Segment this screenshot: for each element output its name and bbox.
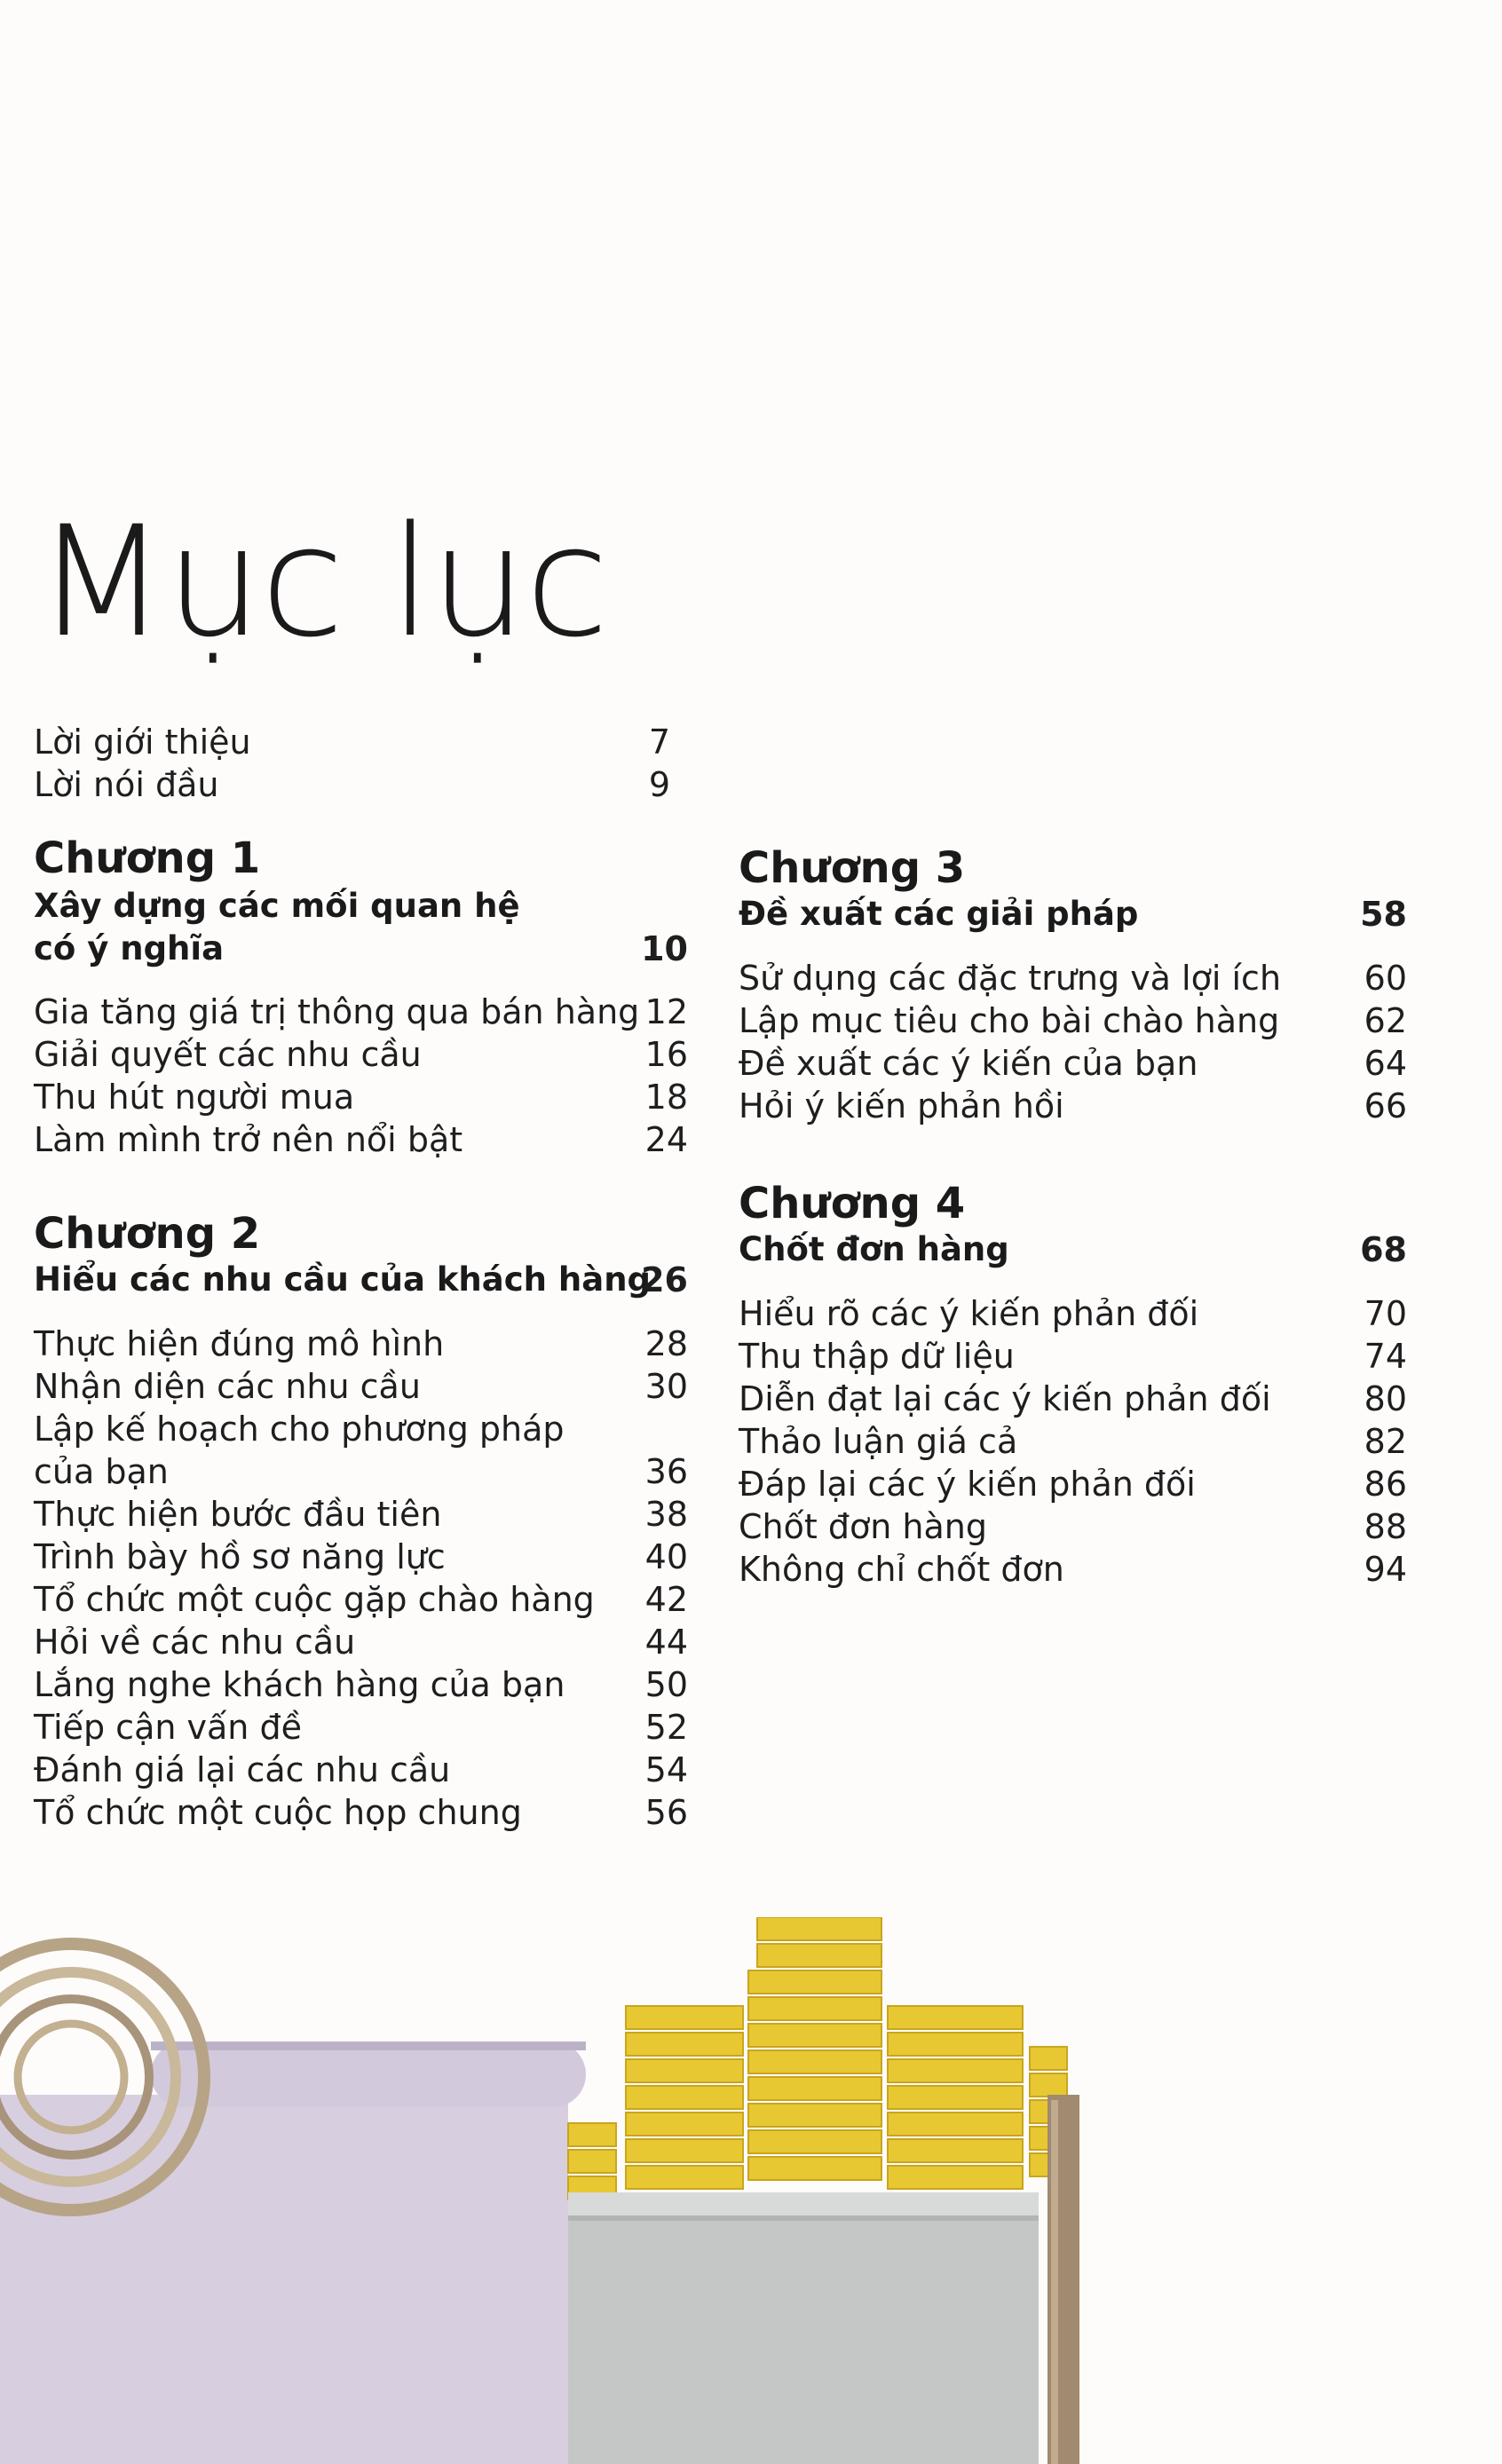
toc-page-number: 62 — [1364, 1001, 1407, 1040]
chapter-1-page-number: 10 — [641, 929, 688, 968]
chapter-1-title-line-2[interactable]: có ý nghĩa — [34, 929, 225, 967]
toc-page-number: 44 — [644, 1623, 688, 1662]
toc-page-number: 86 — [1364, 1465, 1407, 1504]
toc-entry[interactable]: Lập kế hoạch cho phương pháp — [34, 1410, 565, 1449]
toc-entry[interactable]: Lập mục tiêu cho bài chào hàng — [739, 1001, 1280, 1040]
toc-page-number: 12 — [644, 992, 688, 1031]
toc-entry[interactable]: Lắng nghe khách hàng của bạn — [34, 1665, 565, 1704]
chapter-1-heading: Chương 1 — [34, 833, 261, 883]
toc-entry[interactable]: Sử dụng các đặc trưng và lợi ích — [739, 959, 1282, 998]
toc-entry[interactable]: Tổ chức một cuộc gặp chào hàng — [34, 1580, 595, 1619]
chapter-4-heading: Chương 4 — [739, 1179, 966, 1228]
counter-top — [151, 2041, 586, 2107]
toc-page-number: 16 — [644, 1035, 688, 1074]
chapter-2-title[interactable]: Hiểu các nhu cầu của khách hàng — [34, 1260, 652, 1299]
toc-page-number: 24 — [644, 1120, 688, 1159]
toc-page-number: 80 — [1364, 1379, 1407, 1418]
toc-page-number: 60 — [1364, 959, 1407, 998]
toc-entry[interactable]: Thu thập dữ liệu — [739, 1337, 1015, 1376]
toc-entry[interactable]: Diễn đạt lại các ý kiến phản đối — [739, 1379, 1271, 1418]
toc-entry[interactable]: Gia tăng giá trị thông qua bán hàng — [34, 992, 640, 1031]
drawer — [568, 2192, 1039, 2464]
toc-entry-continued[interactable]: của bạn — [34, 1452, 169, 1491]
coins-illustration — [0, 1917, 1502, 2464]
toc-entry[interactable]: Hỏi về các nhu cầu — [34, 1623, 356, 1662]
toc-page-number: 66 — [1364, 1086, 1407, 1125]
toc-entry[interactable]: Thảo luận giá cả — [739, 1422, 1018, 1461]
toc-entry[interactable]: Thu hút người mua — [34, 1078, 355, 1117]
toc-entry[interactable]: Làm mình trở nên nổi bật — [34, 1120, 463, 1159]
toc-entry[interactable]: Trình bày hồ sơ năng lực — [34, 1537, 446, 1576]
toc-page-number: 82 — [1364, 1422, 1407, 1461]
toc-entry[interactable]: Giải quyết các nhu cầu — [34, 1035, 422, 1074]
toc-entry-intro[interactable]: Lời giới thiệu — [34, 723, 251, 762]
chapter-1-title-line-1[interactable]: Xây dựng các mối quan hệ — [34, 887, 520, 925]
chapter-4-page-number: 68 — [1360, 1230, 1407, 1269]
chapter-4-title[interactable]: Chốt đơn hàng — [739, 1230, 1009, 1268]
toc-page-number: 88 — [1364, 1507, 1407, 1546]
toc-page-number: 42 — [644, 1580, 688, 1619]
chapter-2-heading: Chương 2 — [34, 1209, 261, 1259]
toc-page-number: 30 — [644, 1367, 688, 1406]
toc-entry[interactable]: Nhận diện các nhu cầu — [34, 1367, 421, 1406]
toc-entry-preface[interactable]: Lời nói đầu — [34, 765, 219, 804]
toc-page-number: 56 — [644, 1793, 688, 1832]
toc-entry[interactable]: Đề xuất các ý kiến của bạn — [739, 1044, 1198, 1083]
toc-entry[interactable]: Chốt đơn hàng — [739, 1507, 987, 1546]
chapter-3-heading: Chương 3 — [739, 843, 966, 893]
coin-stacks — [568, 1917, 1067, 2199]
toc-entry[interactable]: Không chỉ chốt đơn — [739, 1550, 1064, 1589]
toc-page-number: 52 — [644, 1708, 688, 1747]
toc-page-number: 54 — [644, 1750, 688, 1789]
toc-page-number: 28 — [644, 1324, 688, 1363]
toc-entry[interactable]: Tiếp cận vấn đề — [34, 1708, 302, 1747]
toc-entry[interactable]: Hỏi ý kiến phản hồi — [739, 1086, 1064, 1125]
toc-entry[interactable]: Hiểu rõ các ý kiến phản đối — [739, 1294, 1199, 1333]
chapter-2-page-number: 26 — [641, 1260, 688, 1299]
toc-page-number: 70 — [1364, 1294, 1407, 1333]
toc-page-number: 38 — [644, 1495, 688, 1534]
toc-page-number: 64 — [1364, 1044, 1407, 1083]
toc-entry[interactable]: Thực hiện đúng mô hình — [34, 1324, 445, 1363]
toc-page-number: 40 — [644, 1537, 688, 1576]
toc-page-number: 7 — [648, 723, 670, 762]
toc-page-number: 74 — [1364, 1337, 1407, 1376]
toc-page-number: 94 — [1364, 1550, 1407, 1589]
chapter-3-page-number: 58 — [1360, 895, 1407, 934]
toc-entry[interactable]: Tổ chức một cuộc họp chung — [34, 1793, 522, 1832]
chapter-3-title[interactable]: Đề xuất các giải pháp — [739, 895, 1139, 933]
toc-page-number: 50 — [644, 1665, 688, 1704]
toc-page-number: 9 — [648, 765, 670, 804]
toc-entry[interactable]: Đánh giá lại các nhu cầu — [34, 1750, 451, 1789]
toc-entry[interactable]: Đáp lại các ý kiến phản đối — [739, 1465, 1196, 1504]
toc-entry[interactable]: Thực hiện bước đầu tiên — [34, 1495, 442, 1534]
page-title: Mục lục — [36, 493, 608, 671]
toc-page-number: 36 — [644, 1452, 688, 1491]
toc-page-number: 18 — [644, 1078, 688, 1117]
